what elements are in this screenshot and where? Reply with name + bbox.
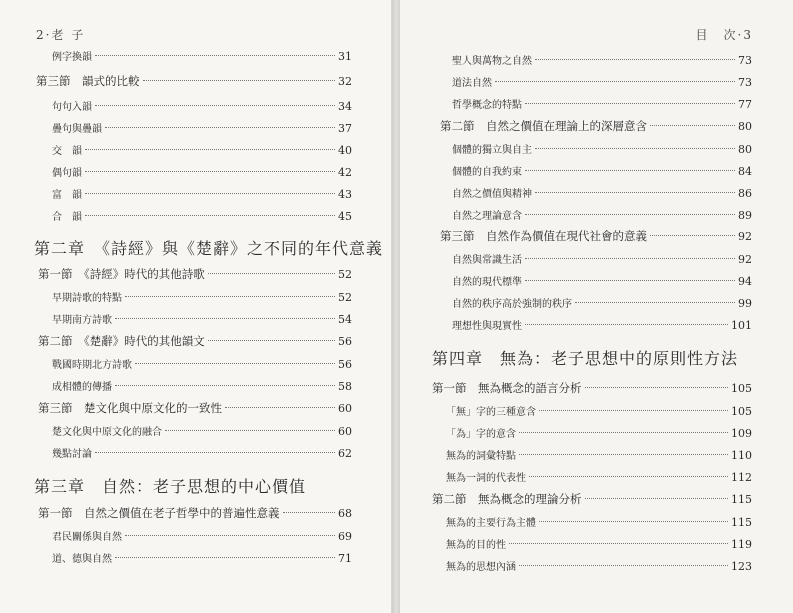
toc-entry-page: 56 xyxy=(338,335,352,348)
toc-entry-title: 自然與常識生活 xyxy=(452,255,522,266)
right-page xyxy=(400,0,793,613)
toc-entry-page: 37 xyxy=(338,122,352,135)
toc-entry-page: 60 xyxy=(338,402,352,415)
toc-entry-page: 112 xyxy=(731,471,752,484)
leader-dots xyxy=(115,557,335,558)
leader-dots xyxy=(575,302,735,303)
leader-dots xyxy=(495,81,735,82)
toc-entry-title: 無為的思想內涵 xyxy=(446,562,516,573)
leader-dots xyxy=(535,192,735,193)
toc-entry-title: 第二節 無為概念的理論分析 xyxy=(432,492,582,506)
toc-entry-page: 86 xyxy=(738,187,752,200)
toc-entry-title: 富 韻 xyxy=(52,190,82,201)
toc-entry-page: 115 xyxy=(731,493,752,506)
leader-dots xyxy=(95,105,335,106)
leader-dots xyxy=(95,452,335,453)
toc-entry-page: 92 xyxy=(738,230,752,243)
toc-entry[interactable] xyxy=(452,251,752,266)
toc-entry[interactable] xyxy=(452,185,752,200)
toc-entry[interactable] xyxy=(52,164,352,179)
toc-entry-title: 例字換韻 xyxy=(52,52,92,63)
toc-chapter-title: 第三章 自然：老子思想的中心價值 xyxy=(34,477,307,496)
toc-entry[interactable] xyxy=(52,378,352,393)
toc-entry-page: 54 xyxy=(338,313,352,326)
toc-entry-page: 94 xyxy=(738,275,752,288)
toc-entry-title: 疊句與疊韻 xyxy=(52,124,102,135)
toc-entry-page: 101 xyxy=(731,319,752,332)
toc-entry-title: 聖人與萬物之自然 xyxy=(452,56,532,67)
leader-dots xyxy=(115,385,335,386)
toc-entry-title: 句句入韻 xyxy=(52,102,92,113)
leader-dots xyxy=(539,410,728,411)
leader-dots xyxy=(95,55,335,56)
toc-entry-page: 43 xyxy=(338,188,352,201)
toc-entry-title: 君民關係與自然 xyxy=(52,532,122,543)
leader-dots xyxy=(283,512,336,513)
toc-chapter[interactable] xyxy=(34,236,383,259)
toc-entry-title: 自然的秩序高於強制的秩序 xyxy=(452,299,572,310)
leader-dots xyxy=(105,127,335,128)
toc-entry-page: 52 xyxy=(338,291,352,304)
leader-dots xyxy=(529,476,728,477)
toc-entry[interactable] xyxy=(452,74,752,89)
toc-entry-title: 道、德與自然 xyxy=(52,554,112,565)
toc-entry-page: 73 xyxy=(738,76,752,89)
toc-entry-page: 31 xyxy=(338,50,352,63)
leader-dots xyxy=(85,171,335,172)
toc-entry[interactable] xyxy=(52,186,352,201)
page-header-right: 目 次·3 xyxy=(695,28,753,42)
toc-entry[interactable] xyxy=(52,48,352,63)
toc-entry[interactable] xyxy=(446,558,752,573)
book-gutter xyxy=(392,0,400,613)
toc-entry-title: 個體的獨立與自主 xyxy=(452,145,532,156)
toc-entry-page: 52 xyxy=(338,268,352,281)
toc-entry-page: 92 xyxy=(738,253,752,266)
leader-dots xyxy=(519,454,728,455)
toc-entry-page: 105 xyxy=(731,382,752,395)
toc-entry-page: 110 xyxy=(731,449,752,462)
toc-entry-title: 自然的現代標準 xyxy=(452,277,522,288)
leader-dots xyxy=(585,498,729,499)
toc-entry-page: 34 xyxy=(338,100,352,113)
toc-entry-title: 第一節 無為概念的語言分析 xyxy=(432,381,582,395)
toc-entry-page: 45 xyxy=(338,210,352,223)
toc-entry-page: 60 xyxy=(338,425,352,438)
leader-dots xyxy=(208,340,335,341)
toc-entry-page: 119 xyxy=(731,538,752,551)
toc-section[interactable] xyxy=(36,73,352,89)
toc-entry[interactable] xyxy=(446,469,752,484)
leader-dots xyxy=(535,148,735,149)
leader-dots xyxy=(135,363,335,364)
toc-entry-title: 理想性與現實性 xyxy=(452,321,522,332)
toc-entry-title: 無為的主要行為主體 xyxy=(446,518,536,529)
toc-section[interactable] xyxy=(440,118,752,134)
toc-entry-page: 71 xyxy=(338,552,352,565)
leader-dots xyxy=(585,387,729,388)
toc-entry-title: 第二節 自然之價值在理論上的深層意含 xyxy=(440,119,647,133)
toc-entry-page: 84 xyxy=(738,165,752,178)
leader-dots xyxy=(143,80,336,81)
leader-dots xyxy=(525,214,735,215)
toc-entry[interactable] xyxy=(52,98,352,113)
leader-dots xyxy=(85,149,335,150)
toc-entry-page: 56 xyxy=(338,358,352,371)
toc-entry[interactable] xyxy=(446,514,752,529)
toc-entry-title: 合 韻 xyxy=(52,212,82,223)
toc-entry[interactable] xyxy=(452,52,752,67)
toc-entry-page: 69 xyxy=(338,530,352,543)
leader-dots xyxy=(525,258,735,259)
toc-entry-title: 第三節 楚文化與中原文化的一致性 xyxy=(38,401,222,415)
toc-entry-title: 個體的自我約束 xyxy=(452,167,522,178)
toc-entry[interactable] xyxy=(52,356,352,371)
leader-dots xyxy=(125,296,335,297)
toc-entry-title: 無為一詞的代表性 xyxy=(446,473,526,484)
toc-entry-title: 戰國時期北方詩歌 xyxy=(52,360,132,371)
toc-section[interactable] xyxy=(38,333,352,349)
toc-chapter-title: 第二章 《詩經》與《楚辭》之不同的年代意義 xyxy=(34,239,384,258)
toc-entry[interactable] xyxy=(446,447,752,462)
toc-chapter[interactable] xyxy=(34,474,306,497)
toc-entry-title: 幾點討論 xyxy=(52,449,92,460)
toc-entry[interactable] xyxy=(52,120,352,135)
leader-dots xyxy=(509,543,728,544)
leader-dots xyxy=(519,432,728,433)
toc-entry[interactable] xyxy=(52,423,352,438)
toc-entry-title: 無為的詞彙特點 xyxy=(446,451,516,462)
toc-entry-title: 成相體的傳播 xyxy=(52,382,112,393)
toc-entry[interactable] xyxy=(52,445,352,460)
toc-entry-page: 58 xyxy=(338,380,352,393)
leader-dots xyxy=(525,103,735,104)
toc-entry-title: 道法自然 xyxy=(452,78,492,89)
leader-dots xyxy=(525,324,728,325)
leader-dots xyxy=(525,280,735,281)
toc-entry-title: 偶句韻 xyxy=(52,168,82,179)
toc-entry-title: 第一節 《詩經》時代的其他詩歌 xyxy=(38,267,205,281)
toc-entry-page: 68 xyxy=(338,507,352,520)
toc-entry-page: 80 xyxy=(738,120,752,133)
toc-entry-title: 哲學概念的特點 xyxy=(452,100,522,111)
toc-entry[interactable] xyxy=(452,141,752,156)
leader-dots xyxy=(650,235,735,236)
toc-entry[interactable] xyxy=(446,536,752,551)
toc-entry-title: 楚文化與中原文化的融合 xyxy=(52,427,162,438)
toc-entry-title: 第三節 韻式的比較 xyxy=(36,74,140,88)
toc-entry[interactable] xyxy=(52,311,352,326)
toc-entry-title: 第一節 自然之價值在老子哲學中的普遍性意義 xyxy=(38,506,280,520)
toc-section[interactable] xyxy=(38,266,352,282)
toc-entry-page: 32 xyxy=(338,75,352,88)
leader-dots xyxy=(535,59,735,60)
left-page xyxy=(0,0,392,613)
leader-dots xyxy=(208,273,335,274)
toc-entry-page: 40 xyxy=(338,144,352,157)
toc-entry-title: 自然之價值與精神 xyxy=(452,189,532,200)
toc-section[interactable] xyxy=(432,491,752,507)
toc-entry-page: 109 xyxy=(731,427,752,440)
toc-section[interactable] xyxy=(38,505,352,521)
leader-dots xyxy=(539,521,728,522)
toc-entry-page: 99 xyxy=(738,297,752,310)
toc-section[interactable] xyxy=(432,380,752,396)
toc-entry-page: 73 xyxy=(738,54,752,67)
toc-entry-page: 123 xyxy=(731,560,752,573)
toc-entry[interactable] xyxy=(452,295,752,310)
toc-entry[interactable] xyxy=(446,425,752,440)
toc-entry-title: 第三節 自然作為價值在現代社會的意義 xyxy=(440,229,647,243)
toc-entry-page: 115 xyxy=(731,516,752,529)
toc-entry-page: 42 xyxy=(338,166,352,179)
toc-entry-title: 「為」字的意含 xyxy=(446,429,516,440)
toc-chapter[interactable] xyxy=(432,346,738,369)
toc-entry[interactable] xyxy=(452,163,752,178)
toc-entry-title: 早期南方詩歌 xyxy=(52,315,112,326)
toc-section[interactable] xyxy=(440,228,752,244)
leader-dots xyxy=(650,125,735,126)
toc-entry[interactable] xyxy=(52,289,352,304)
toc-entry[interactable] xyxy=(452,273,752,288)
toc-entry-page: 105 xyxy=(731,405,752,418)
toc-entry[interactable] xyxy=(52,208,352,223)
toc-entry-title: 交 韻 xyxy=(52,146,82,157)
toc-section[interactable] xyxy=(38,400,352,416)
leader-dots xyxy=(115,318,335,319)
toc-entry-title: 「無」字的三種意含 xyxy=(446,407,536,418)
leader-dots xyxy=(85,215,335,216)
toc-entry-title: 自然之理論意含 xyxy=(452,211,522,222)
leader-dots xyxy=(519,565,728,566)
toc-entry-page: 80 xyxy=(738,143,752,156)
toc-entry[interactable] xyxy=(52,142,352,157)
toc-chapter-title: 第四章 無為：老子思想中的原則性方法 xyxy=(432,349,739,368)
toc-entry[interactable] xyxy=(52,528,352,543)
leader-dots xyxy=(125,535,335,536)
toc-entry[interactable] xyxy=(446,403,752,418)
toc-entry-title: 早期詩歌的特點 xyxy=(52,293,122,304)
toc-entry[interactable] xyxy=(452,317,752,332)
toc-entry-title: 第二節 《楚辭》時代的其他韻文 xyxy=(38,334,205,348)
toc-entry[interactable] xyxy=(52,550,352,565)
leader-dots xyxy=(85,193,335,194)
leader-dots xyxy=(525,170,735,171)
toc-entry[interactable] xyxy=(452,96,752,111)
toc-entry[interactable] xyxy=(452,207,752,222)
toc-entry-title: 無為的目的性 xyxy=(446,540,506,551)
toc-entry-page: 89 xyxy=(738,209,752,222)
toc-entry-page: 77 xyxy=(738,98,752,111)
toc-entry-page: 62 xyxy=(338,447,352,460)
page-header-left: 2·老 子 xyxy=(36,28,86,42)
leader-dots xyxy=(165,430,335,431)
leader-dots xyxy=(225,407,335,408)
